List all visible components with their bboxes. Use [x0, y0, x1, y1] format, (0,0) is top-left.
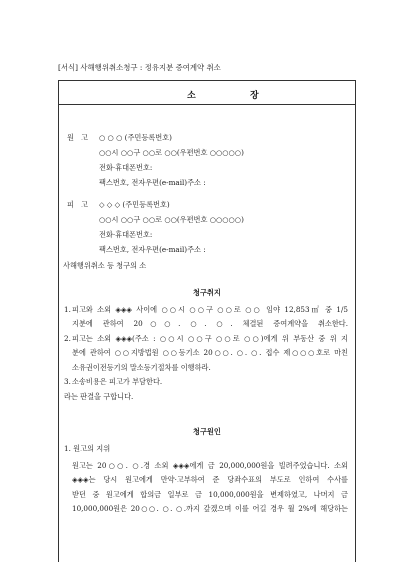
claim-line: 소유권이전등기의 말소등기절차를 이행하라.	[72, 362, 211, 372]
plaintiff-fax: 팩스번호, 전자우편(e-mail)주소 :	[99, 178, 206, 187]
complaint-form	[58, 80, 356, 562]
claim-text	[72, 375, 348, 389]
title-row	[59, 81, 355, 105]
cause-subheading: 1. 원고의 지위	[64, 444, 111, 453]
cause-paragraph	[72, 459, 348, 516]
defendant-address: ○○시 ○○구 ○○로 ○○(우편번호 ○○○○○)	[99, 215, 244, 224]
plaintiff-role-1: 원	[67, 133, 74, 142]
defendant-fax: 팩스번호, 전자우편(e-mail)주소 :	[99, 245, 206, 254]
form-header: [서식] 사해행위취소청구 : 정유지분 증여계약 취소	[58, 63, 221, 72]
claim-number: 3.	[64, 377, 71, 386]
cause-line: 원고는 20○○. ○.경 소외 ◈◈◈에게 금 20,000,000원을 빌려주었습니다. 소외	[72, 461, 348, 470]
claim-line: 피고는 소외 ◈◈◈(주소 : ○○시 ○○구 ○○로 ○○)에게 위 부동산 중 위 지	[72, 334, 348, 343]
claim-line: 피고와 소외 ◈◈◈ 사이에 ○○시 ○○구 ○○로 ○○ 임야 12,853㎡ 중 1/5	[72, 305, 348, 314]
claim-line: 분에 관하여 ○○지방법원 ○○등기소 20○○. ○. ○. 접수 제○○○호로 마친	[72, 348, 348, 358]
claim-item	[64, 303, 348, 333]
claim-text	[72, 303, 348, 332]
defendant-role-2: 고	[81, 200, 88, 209]
defendant-role-1: 피	[67, 200, 74, 209]
plaintiff-address: ○○시 ○○구 ○○로 ○○(우편번호 ○○○○○)	[99, 148, 244, 157]
title-char-jang: 장	[250, 91, 259, 101]
claim-line: 지분에 관하여 20○○. ○. ○. 체결된 증여계약을 취소한다.	[72, 319, 348, 329]
claim-number: 1.	[64, 305, 71, 314]
claim-number: 2.	[64, 334, 71, 343]
plaintiff-role-2: 고	[81, 133, 88, 142]
cause-heading: 청구원인	[193, 427, 221, 436]
defendant-phone: 전화·휴대폰번호:	[99, 230, 153, 239]
claim-line: 소송비용은 피고가 부담한다.	[72, 377, 163, 386]
cause-line: 10,000,000원은 20○○. ○. ○.까지 갚겠으며 이를 어길 경우 월 2%에 해당하는	[72, 503, 348, 513]
defendant-name: ◇ ◇ ◇ (주민등록번호)	[99, 200, 170, 209]
case-name: 사해행위취소 등 청구의 소	[63, 261, 147, 270]
cause-line: 받던 중 원고에게 합의금 일부로 금 10,000,000원을 변제하였고, 나머지 금	[72, 489, 348, 499]
title-char-so: 소	[187, 91, 196, 101]
plaintiff-name: ○ ○ ○ (주민등록번호)	[99, 133, 172, 142]
plaintiff-phone: 전화·휴대폰번호:	[99, 163, 153, 172]
judgment-line: 라는 판결을 구합니다.	[64, 392, 134, 401]
cause-line: ◈◈◈는 당시 원고에게 만약·고부하여 준 당좌수표의 부도로 인하여 수사를	[72, 475, 348, 485]
claim-item	[64, 332, 348, 376]
claim-item	[64, 375, 348, 390]
claim-heading: 청구취지	[193, 288, 221, 297]
claim-text	[72, 332, 348, 375]
